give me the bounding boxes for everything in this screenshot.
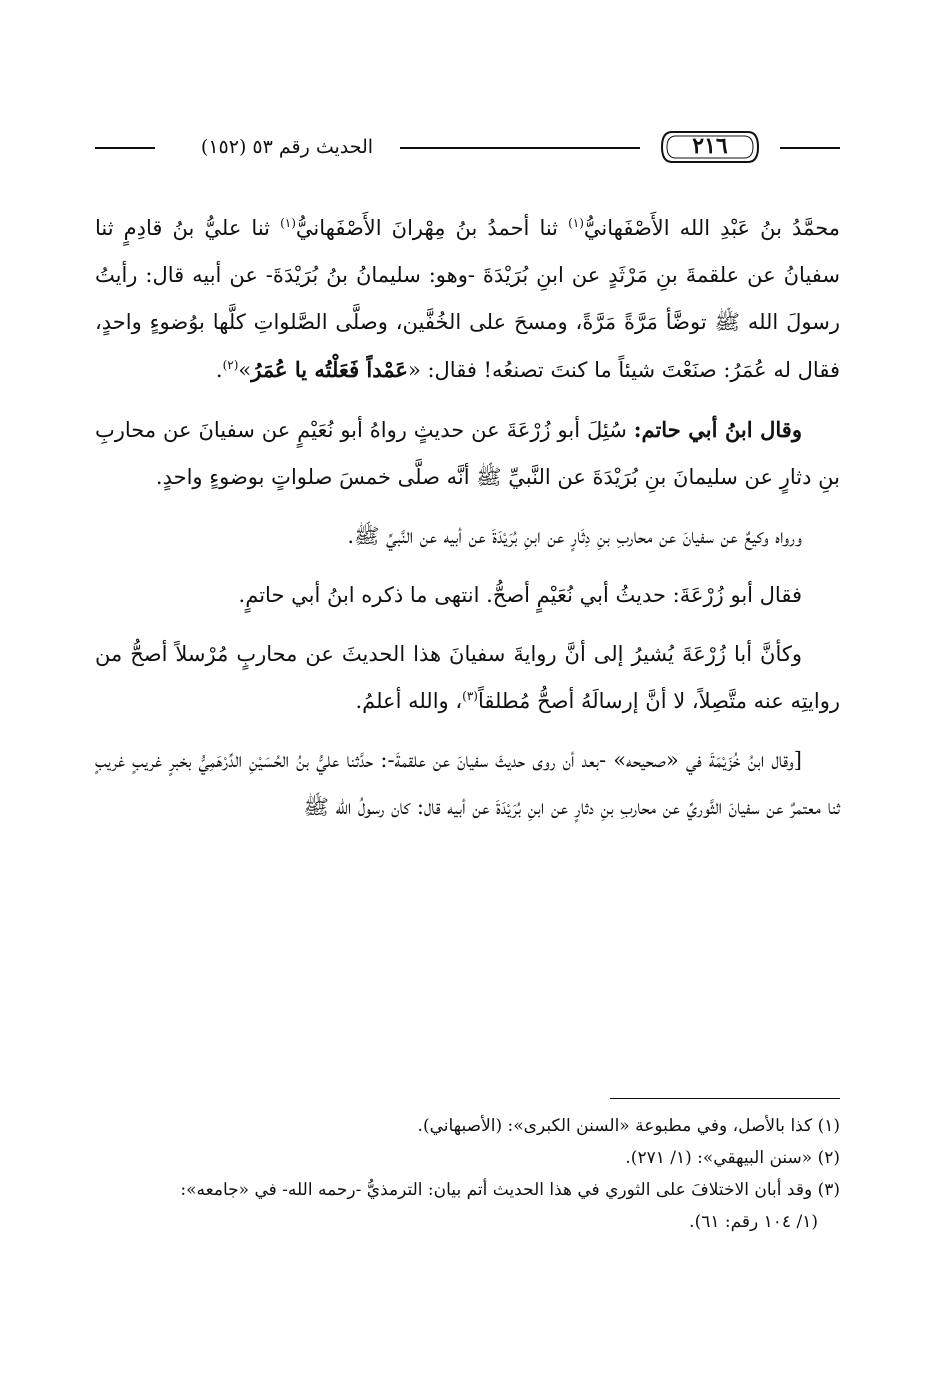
footnote-ref: (١) bbox=[568, 216, 584, 230]
text-run: فقال أبو زُرْعَةَ: حديثُ أبي نُعَيْمٍ أصحُّ. انتهى ما ذكره ابنُ أبي حاتمٍ. bbox=[238, 583, 802, 607]
footnote-1: (١) كذا بالأصل، وفي مطبوعة «السنن الكبرى»: (الأصبهاني). bbox=[417, 1116, 840, 1136]
footnotes bbox=[95, 1110, 840, 1238]
paragraph-1 bbox=[95, 205, 840, 394]
paragraph-2 bbox=[95, 406, 840, 501]
text-run: وكأنَّ أبا زُرْعَةَ يُشيرُ إلى أنَّ روايةَ سفيانَ هذا الحديثَ عن محاربٍ مُرْسلاً أصحُّ من روايتِه عنه متَّصِلاً، لا أنَّ إرسالَهُ أصحُّ مُطلقاً bbox=[95, 642, 840, 713]
footnote-ref: (١) bbox=[280, 216, 296, 230]
text-run: ثنا أحمدُ بنُ مِهْرانَ الأَصْفَهانيُّ bbox=[295, 216, 569, 240]
footnote-separator bbox=[610, 1098, 840, 1099]
running-title: الحديث رقم ٥٣ (١٥٢) bbox=[200, 136, 374, 158]
paragraph-4 bbox=[95, 572, 840, 619]
text-run: ، والله أعلمُ. bbox=[355, 689, 463, 713]
paragraph-5 bbox=[95, 631, 840, 725]
text-run: » bbox=[238, 358, 252, 382]
header-rule-right bbox=[780, 147, 840, 149]
page-number-ornament bbox=[658, 126, 762, 168]
footnote-3: (٣) وقد أبان الاختلافَ على الثوري في هذا الحديث أتم بيان: الترمذيُّ -رحمه الله- في «جامعه»: bbox=[180, 1180, 840, 1200]
hadith-quote: عَمْداً فَعَلْتُه يا عُمَرُ bbox=[251, 357, 408, 382]
page-number: ٢١٦ bbox=[692, 133, 728, 159]
header-rule-middle bbox=[400, 147, 640, 149]
text-run: . bbox=[215, 358, 223, 382]
paragraph-3 bbox=[95, 513, 840, 560]
paragraph-6 bbox=[95, 737, 840, 831]
footnote-ref: (٢) bbox=[222, 358, 239, 372]
main-text bbox=[95, 205, 840, 831]
text-run: ورواه وكيعٌ عن سفيانَ عن محاربِ بنِ دِثَارٍ عن ابنِ بُرَيْدَةَ عن أبيه عن النَّبيِّ ﷺ. bbox=[347, 524, 802, 548]
footnote-2: (٢) «سنن البيهقي»: (١/ ٢٧١). bbox=[625, 1148, 840, 1168]
text-run: ثنا عليُّ بنُ قادِمٍ ثنا سفيانُ عن علقمةَ بنِ مَرْثَدٍ عن ابنِ بُرَيْدَةَ -وهو: سليمانُ بنُ بُرَيْدَةَ- عن أبيه قال: رأيتُ رسولَ الله ﷺ توضَّأ مَرَّةً مَرَّةً، ومسحَ على الخُفَّين، وصلَّى الصَّلواتِ كلَّها بوُضوءٍ واحدٍ، فقال له عُمَرُ: صنَعْتَ شيئاً ما كنتَ تصنعُه! فقال: « bbox=[95, 216, 840, 382]
source-lead: وقال ابنُ أبي حاتم: bbox=[633, 417, 802, 442]
text-run: [وقال ابنُ خُزَيْمَةَ في «صحيحه» -بعد أن روى حديثَ سفيانَ عن علقمةَ-: حدَّثنا عليُّ بنُ الحُسَيْنِ الدِّرْهَمِيُّ بخبرٍ غريبٍ غريبٍ ثنا معتمرٌ عن سفيانَ الثَّوريِّ عن محاربِ بنِ دثارٍ عن ابنِ بُرَيْدَةَ عن أبيه قال: كان رسولُ الله ﷺ bbox=[95, 748, 840, 819]
text-run: محمَّدُ بنُ عَبْدِ الله الأَصْفَهانيُّ bbox=[583, 216, 840, 240]
running-header bbox=[95, 118, 840, 178]
footnote-ref: (٣) bbox=[462, 689, 478, 703]
footnote-3-continuation: (١/ ١٠٤ رقم: ٦١). bbox=[689, 1212, 818, 1232]
text-run: سُئِلَ أبو زُرْعَةَ عن حديثٍ رواهُ أبو نُعَيْمٍ عن سفيانَ عن محاربِ بنِ دثارٍ عن سليمانَ بنِ بُرَيْدَةَ عن النَّبيِّ ﷺ أنَّه صلَّى خمسَ صلواتٍ بوضوءٍ واحدٍ. bbox=[95, 418, 840, 489]
header-rule-left bbox=[95, 147, 155, 149]
